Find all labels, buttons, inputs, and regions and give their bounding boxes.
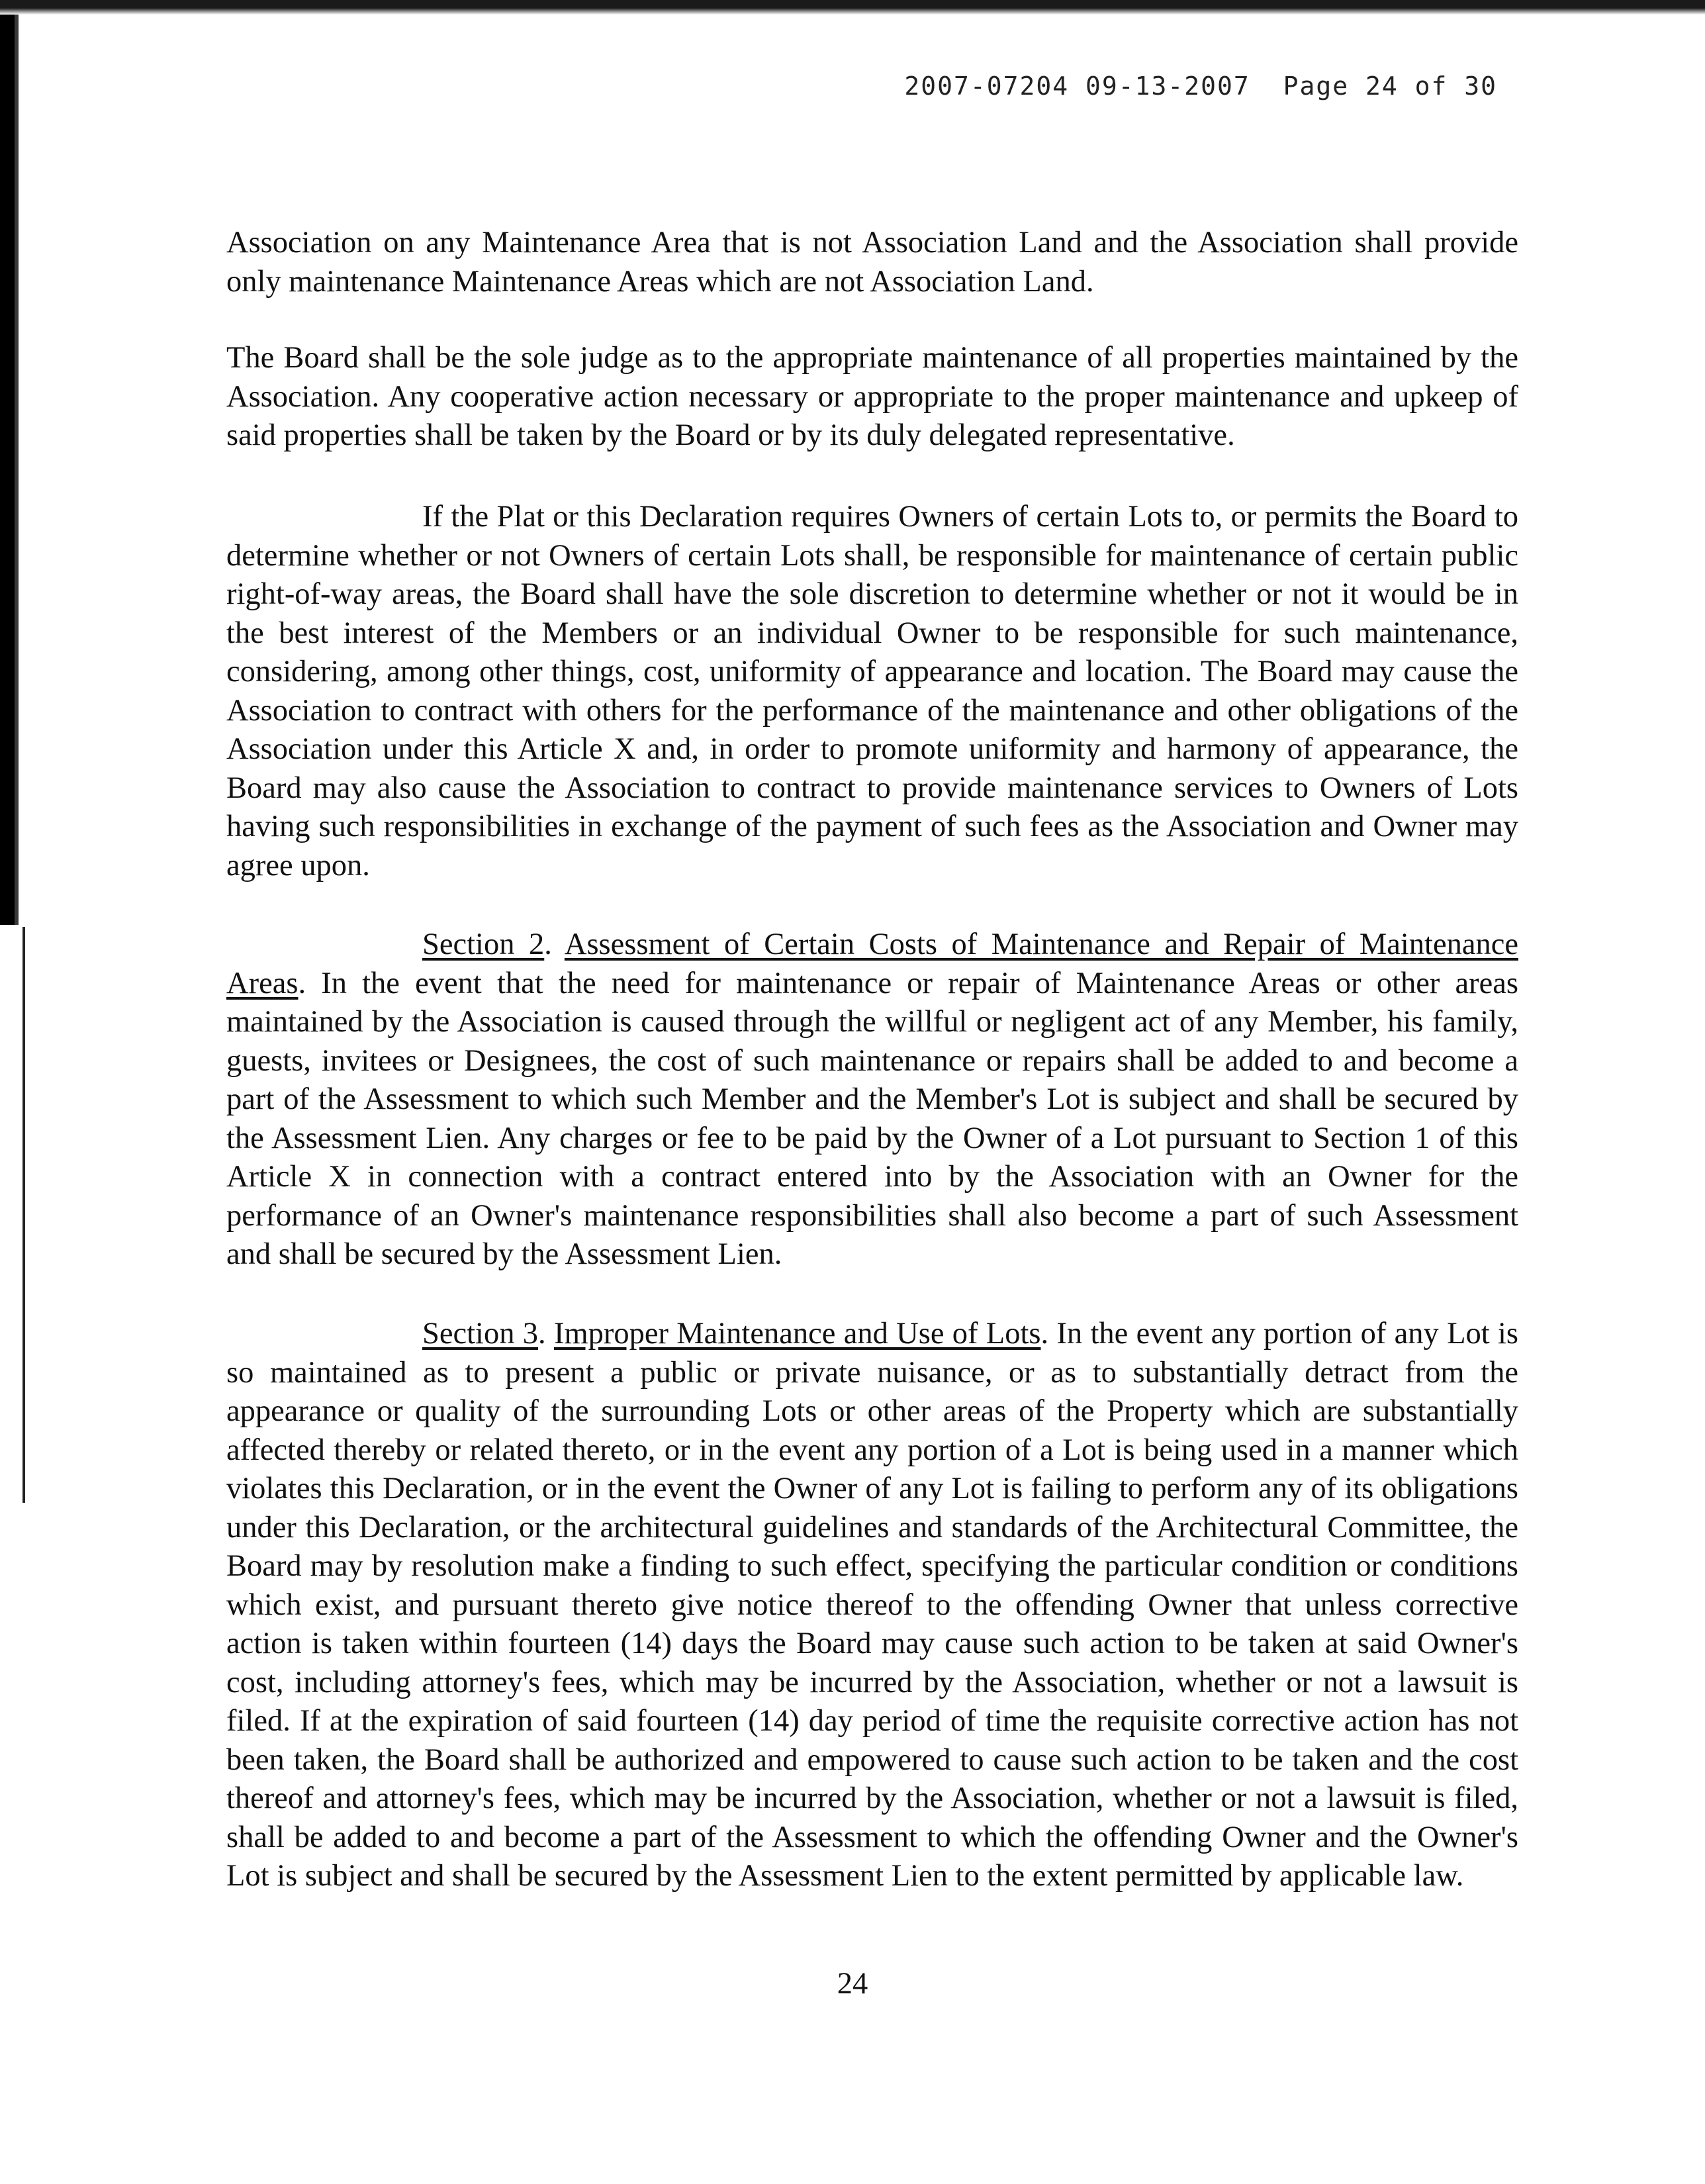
section-2-label: Section 2 [422, 927, 545, 961]
paragraph-text: The Board shall be the sole judge as to the appropriate maintenance of all properties maintained by the Association. Any cooperative action necessary or appropriate to the proper maintenance and upkeep of said properties shall be taken by the Board or by its duly delegated representative. [226, 341, 1518, 452]
section-2-title-line1: Assessment of Certain Costs of Maintenance and Repair of Maintenance [564, 927, 1518, 961]
section-3-text: Section 3. Improper Maintenance and Use of Lots. In the event any portion of any Lot is so maintained as to present a public or private nuisance, or as to substantially detract from the appearance or quality of the surrounding Lots or other areas of the Property which are substantially affected thereby or related thereto, or in the event any portion of a Lot is being used in a manner which violates this Declaration, or in the event the Owner of any Lot is failing to perform any of its obligations under this Declaration, or the architectural guidelines and standards of the Architectural Committee, the Board may by resolution make a finding to such effect, specifying the particular condition or conditions which exist, and pursuant thereto give notice thereof to the offending Owner that unless corrective action is taken within fourteen (14) days the Board may cause such action to be taken at said Owner's cost, including attorney's fees, which may be incurred by the Association, whether or not a lawsuit is filed. If at the expiration of said fourteen (14) day period of time the requisite corrective action has not been taken, the Board shall be authorized and empowered to cause such action to be taken and the cost thereof and attorney's fees, which may be incurred by the Association, whether or not a lawsuit is filed, shall be added to and become a part of the Assessment to which the offending Owner and the Owner's Lot is subject and shall be secured by the Assessment Lien to the extent permitted by applicable law. [226, 1317, 1519, 1893]
section-3-title: Improper Maintenance and Use of Lots [553, 1317, 1041, 1351]
paragraph-text [226, 498, 1518, 885]
section-2-title-line2: Areas [226, 966, 299, 1000]
recording-page-label: Page 24 of 30 [1283, 71, 1497, 101]
section-3-label: Section 3 [422, 1317, 539, 1351]
section-3 [226, 1315, 1518, 1896]
paragraph-text: Association on any Maintenance Area that is not Association Land and the Association shall provide only maintenance Maintenance Areas which are not Association Land. [226, 226, 1518, 299]
section-2-text: Section 2. Assessment of Certain Costs of Maintenance and Repair of Maintenance Areas. In the event that the need for maintenance or repair of Maintenance Areas or other areas maintained by the Association is caused through the willful or negligent act of any Member, his family, guests, invitees or Designees, the cost of such maintenance or repairs shall be added to and become a part of the Assessment to which such Member and the Member's Lot is subject and shall be secured by the Assessment Lien. Any charges or fee to be paid by the Owner of a Lot pursuant to Section 1 of this Article X in connection with a contract entered into by the Association with an Owner for the performance of an Owner's maintenance responsibilities shall also become a part of such Assessment and shall be secured by the Assessment Lien. [226, 927, 1519, 1271]
scan-border-top [0, 0, 1705, 15]
paragraph-maintenance-areas [226, 224, 1518, 301]
scan-border-left [0, 15, 15, 925]
section-2 [226, 926, 1518, 1274]
paragraph-right-of-way [226, 498, 1518, 885]
section-3-body: In the event any portion of any Lot is so maintained as to present a public or private nuisance, or as to substantially detract from the appearance or quality of the surrounding Lots or other areas of the Property which are substantially affected thereby or related thereto, or in the event any portion of a Lot is being used in a manner which violates this Declaration, or in the event the Owner of any Lot is failing to perform any of its obligations under this Declaration, or the architectural guidelines and standards of the Architectural Committee, the Board may by resolution make a finding to such effect, specifying the particular condition or conditions which exist, and pursuant thereto give notice thereof to the offending Owner that unless corrective action is taken within fourteen (14) days the Board may cause such action to be taken at said Owner's cost, including attorney's fees, which may be incurred by the Association, whether or not a lawsuit is filed. If at the expiration of said fourteen (14) day period of time the requisite corrective action has not been taken, the Board shall be authorized and empowered to cause such action to be taken and the cost thereof and attorney's fees, which may be incurred by the Association, whether or not a lawsuit is filed, shall be added to and become a part of the Assessment to which the offending Owner and the Owner's Lot is subject and shall be secured by the Assessment Lien to the extent permitted by applicable law. [226, 1317, 1519, 1893]
scan-border-left-thin [23, 927, 25, 1503]
paragraph-board-judge [226, 339, 1518, 455]
recording-date: 09-13-2007 [1085, 71, 1250, 101]
scan-border-left-shadow [15, 15, 19, 925]
section-2-body: In the event that the need for maintenance or repair of Maintenance Areas or other areas maintained by the Association is caused through the willful or negligent act of any Member, his family, guests, invitees or Designees, the cost of such maintenance or repairs shall be added to and become a part of the Assessment to which such Member and the Member's Lot is subject and shall be secured by the Assessment Lien. Any charges or fee to be paid by the Owner of a Lot pursuant to Section 1 of this Article X in connection with a contract entered into by the Association with an Owner for the performance of an Owner's maintenance responsibilities shall also become a part of such Assessment and shall be secured by the Assessment Lien. [226, 966, 1519, 1271]
paragraph-body: If the Plat or this Declaration requires Owners of certain Lots to, or permits the Board to determine whether or not Owners of certain Lots shall, be responsible for maintenance of certain public right-of-way areas, the Board shall have the sole discretion to determine whether or not it would be in the best interest of the Members or an individual Owner to be responsible for such maintenance, considering, among other things, cost, uniformity of appearance and location. The Board may cause the Association to contract with others for the performance of the maintenance and other obligations of the Association under this Article X and, in order to promote uniformity and harmony of appearance, the Board may also cause the Association to contract to provide maintenance services to Owners of Lots having such responsibilities in exchange of the payment of such fees as the Association and Owner may agree upon. [226, 500, 1518, 882]
page-number: 24 [837, 1967, 868, 2001]
recording-header [904, 71, 1497, 101]
recording-doc-id: 2007-07204 [904, 71, 1070, 101]
